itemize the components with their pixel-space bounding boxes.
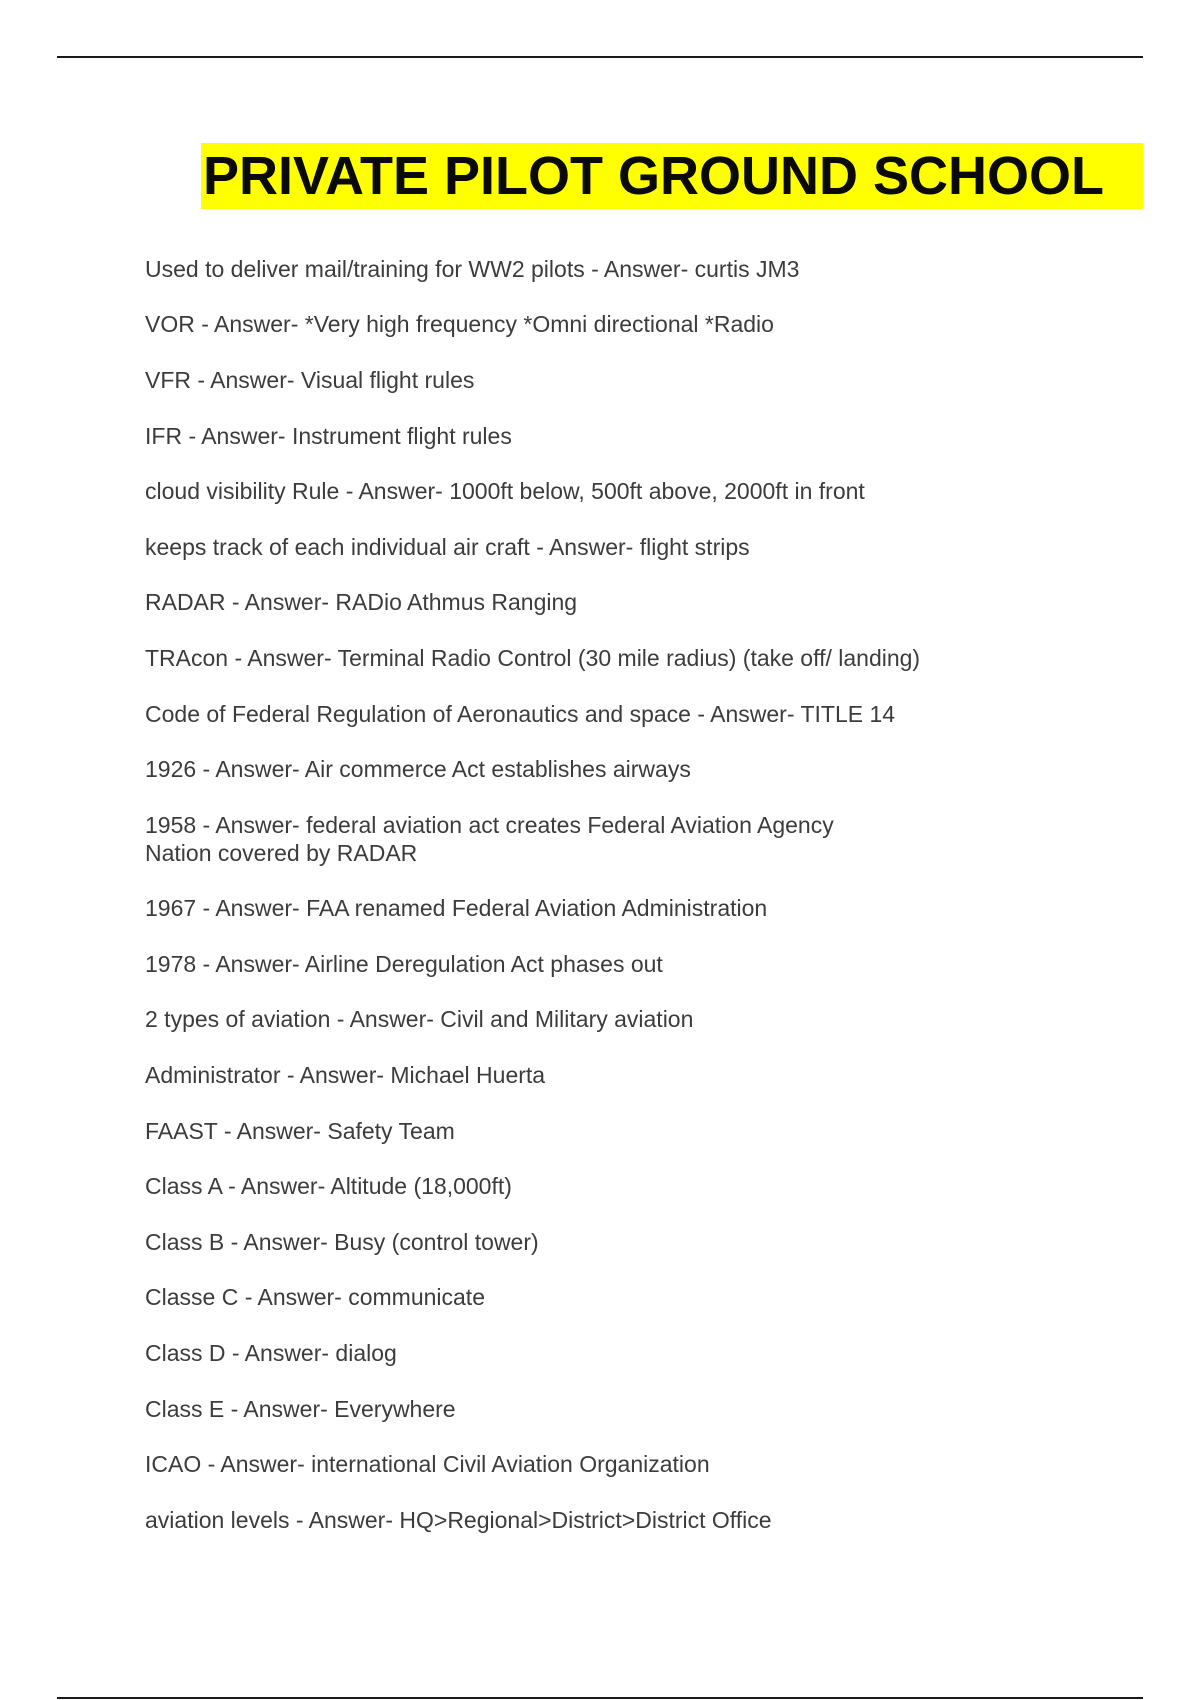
qa-item: Code of Federal Regulation of Aeronautics and space - Answer- TITLE 14	[145, 701, 896, 727]
qa-item: keeps track of each individual air craft - Answer- flight strips	[145, 534, 750, 560]
qa-item: ICAO - Answer- international Civil Aviation Organization	[145, 1451, 710, 1477]
qa-item: 1958 - Answer- federal aviation act creates Federal Aviation Agency Nation covered by RADAR	[145, 812, 834, 866]
qa-item: 1978 - Answer- Airline Deregulation Act phases out	[145, 951, 663, 977]
qa-item: IFR - Answer- Instrument flight rules	[145, 423, 512, 449]
qa-item: Class A - Answer- Altitude (18,000ft)	[145, 1173, 512, 1199]
qa-item: Used to deliver mail/training for WW2 pilots - Answer- curtis JM3	[145, 256, 800, 282]
qa-item: 1967 - Answer- FAA renamed Federal Aviation Administration	[145, 895, 768, 921]
top-rule	[57, 56, 1143, 58]
qa-item: aviation levels - Answer- HQ>Regional>District>District Office	[145, 1507, 772, 1533]
bottom-rule	[57, 1697, 1143, 1699]
qa-item: 2 types of aviation - Answer- Civil and Military aviation	[145, 1006, 694, 1032]
qa-item: VOR - Answer- *Very high frequency *Omni directional *Radio	[145, 311, 774, 337]
qa-item: TRAcon - Answer- Terminal Radio Control (30 mile radius) (take off/ landing)	[145, 645, 921, 671]
qa-item: Classe C - Answer- communicate	[145, 1284, 485, 1310]
qa-item: Class D - Answer- dialog	[145, 1340, 397, 1366]
qa-item: VFR - Answer- Visual flight rules	[145, 367, 475, 393]
qa-item: 1926 - Answer- Air commerce Act establishes airways	[145, 756, 691, 782]
qa-item: Administrator - Answer- Michael Huerta	[145, 1062, 546, 1088]
qa-item: Class B - Answer- Busy (control tower)	[145, 1229, 539, 1255]
qa-item: Class E - Answer- Everywhere	[145, 1396, 456, 1422]
qa-item: FAAST - Answer- Safety Team	[145, 1118, 455, 1144]
qa-item: RADAR - Answer- RADio Athmus Ranging	[145, 589, 578, 615]
page-title: PRIVATE PILOT GROUND SCHOOL	[203, 146, 1105, 206]
qa-item: cloud visibility Rule - Answer- 1000ft below, 500ft above, 2000ft in front	[145, 478, 865, 504]
